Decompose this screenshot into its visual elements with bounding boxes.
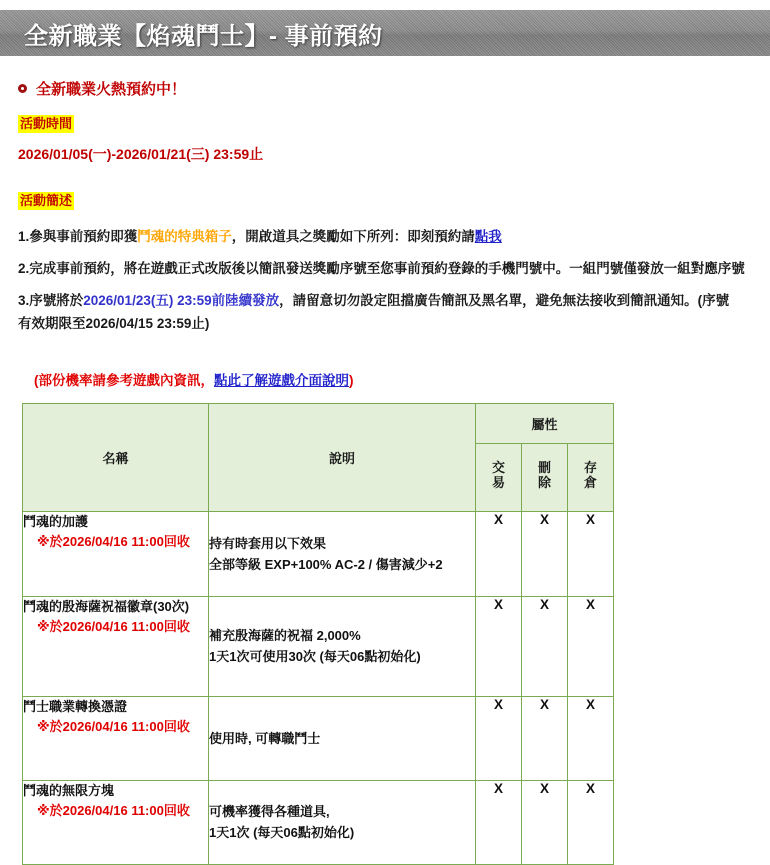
reserve-now-link[interactable]: 點我 (474, 229, 502, 244)
item-storage-mark: X (568, 596, 614, 696)
desc-item-3-highlight: 2026/01/23(五) 23:59前陸續發放 (83, 293, 280, 309)
item-name-cell (23, 696, 209, 780)
item-trade-mark: X (476, 596, 522, 696)
item-table-body (23, 403, 614, 864)
item-name: 鬥士職業轉換憑證 (23, 698, 128, 714)
desc-item-3-line2: 有效期限至2026/04/15 23:59止) (18, 315, 210, 331)
probability-note-prefix: (部份機率請參考遊戲內資訊， (34, 372, 214, 388)
probability-note-suffix: ) (349, 372, 354, 388)
page-banner (0, 10, 770, 56)
section-label-event-desc: 活動簡述 (20, 193, 73, 208)
item-trade-mark: X (476, 696, 522, 780)
desc-item-3-suffix: ，請留意切勿設定阻擋廣告簡訊及黑名單，避免無法接收到簡訊通知。(序號 (279, 293, 730, 309)
item-storage-mark: X (568, 696, 614, 780)
header-attr-delete-text: 刪除 (538, 460, 552, 491)
item-storage-mark: X (568, 511, 614, 596)
item-desc-cell: 可機率獲得各種道具, 1天1次 (每天06點初始化) (209, 780, 476, 864)
content-area (0, 56, 770, 865)
header-name: 名稱 (23, 403, 209, 511)
desc-item-1-prefix: 1.參與事前預約即獲 (18, 229, 138, 244)
item-table (22, 403, 614, 865)
item-recall-note: ※於2026/04/16 11:00回收 (37, 803, 190, 819)
desc-item-1-highlight: 鬥魂的特典箱子 (137, 229, 232, 244)
item-desc-cell: 持有時套用以下效果 全部等級 EXP+100% AC-2 / 傷害減少+2 (209, 511, 476, 596)
table-row (23, 511, 614, 596)
header-attr-storage (568, 443, 614, 511)
table-row (23, 780, 614, 864)
table-row (23, 696, 614, 780)
event-time-value: 2026/01/05(一)-2026/01/21(三) 23:59止 (18, 146, 264, 162)
header-attr-delete (522, 443, 568, 511)
item-name: 鬥魂的無限方塊 (23, 782, 115, 798)
header-attr-group: 屬性 (476, 403, 614, 443)
game-ui-guide-link[interactable]: 點此了解遊戲介面說明 (214, 372, 349, 388)
item-desc-cell: 補充殷海薩的祝福 2,000% 1天1次可使用30次 (每天06點初始化) (209, 596, 476, 696)
desc-item-3 (18, 278, 762, 310)
item-table-wrapper (22, 403, 770, 865)
notice-text: 全新職業火熱預約中！ (36, 81, 187, 98)
desc-item-3-prefix: 3.序號將於 (18, 293, 84, 309)
ring-bullet-icon (18, 84, 27, 93)
item-recall-note: ※於2026/04/16 11:00回收 (37, 534, 190, 550)
item-delete-mark: X (522, 696, 568, 780)
table-header-row-1 (23, 403, 614, 443)
item-recall-note: ※於2026/04/16 11:00回收 (37, 719, 190, 735)
item-name: 鬥魂的殷海薩祝福徽章(30次) (23, 598, 190, 614)
item-name: 鬥魂的加護 (23, 513, 89, 529)
section-label-event-time: 活動時間 (20, 116, 73, 131)
item-delete-mark: X (522, 511, 568, 596)
item-name-cell (23, 780, 209, 864)
item-storage-mark: X (568, 780, 614, 864)
item-delete-mark: X (522, 780, 568, 864)
header-attr-trade-text: 交易 (492, 460, 506, 491)
notice-line (0, 56, 770, 99)
header-desc: 說明 (209, 403, 476, 511)
desc-item-2: 2.完成事前預約，將在遊戲正式改版後以簡訊發送獎勵序號至您事前預約登錄的手機門號中。一組門號僅發放一組對應序號 (18, 261, 745, 277)
header-attr-storage-text: 存倉 (584, 460, 598, 491)
item-recall-note: ※於2026/04/16 11:00回收 (37, 619, 190, 635)
table-row (23, 596, 614, 696)
item-desc-cell: 使用時, 可轉職鬥士 (209, 696, 476, 780)
item-name-cell (23, 511, 209, 596)
probability-note (34, 333, 770, 389)
desc-item-1 (18, 210, 762, 246)
desc-item-1-middle: ，開啟道具之獎勵如下所列：即刻預約請 (231, 229, 475, 244)
item-name-cell (23, 596, 209, 696)
item-trade-mark: X (476, 780, 522, 864)
page-title: 全新職業【焰魂鬥士】- 事前預約 (24, 22, 383, 50)
item-delete-mark: X (522, 596, 568, 696)
item-trade-mark: X (476, 511, 522, 596)
header-attr-trade (476, 443, 522, 511)
